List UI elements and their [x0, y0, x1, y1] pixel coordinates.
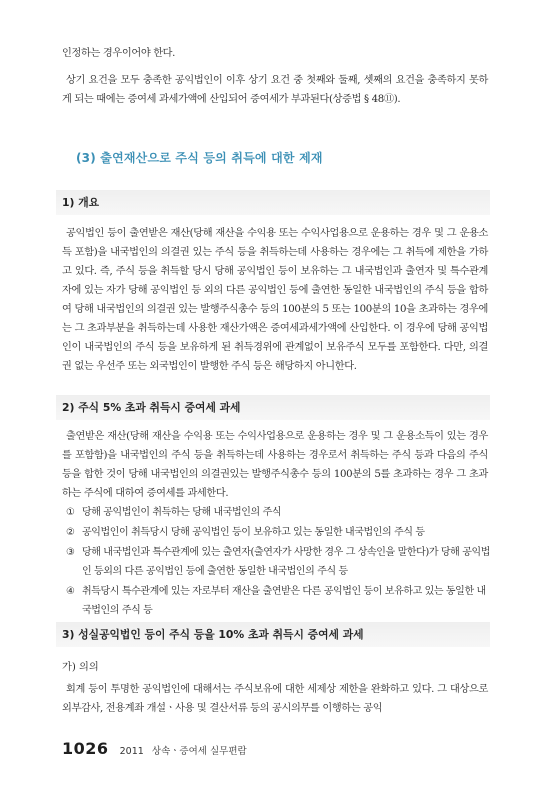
list-item-number: ③ [66, 547, 75, 558]
heading-bar-1 [56, 190, 490, 215]
heading-5-percent: 2) 주식 5% 초과 취득시 증여세 과세 [62, 401, 241, 414]
list-item [66, 503, 490, 522]
paragraph-5-percent: 출연받은 재산(당해 재산을 수익용 또는 수익사업용으로 운용하는 경우 및 그 운용소득이 있는 경우를 포함함)을 내국법인의 주식 등을 취득하는데 사용하는 경우로서 취득하는 주식 등과 다음의 주식 등을 합한 것이 당해 내국법인의 의결권있는 발행주식총수 등의 100분의 5를 초과하는 경우 그 초과하는 주식에 대하여 증여세를 과세한다. [62, 431, 488, 499]
footer-book-title: 상속ㆍ증여세 실무편람 [151, 746, 247, 757]
paragraph-overview: 공익법인 등이 출연받은 재산(당해 재산을 수익용 또는 수익사업용으로 운용하는 경우 및 그 운용소득 포함)을 내국법인의 의결권 있는 주식 등을 취득하는데 사용하는 경우에는 그 취득에 제한을 가하고 있다. 즉, 주식 등을 취득할 당시 당해 공익법인 등이 보유하는 그 내국법인과 출연자 및 특수관계자에 있는 자가 당해 공익법인 등 외의 다른 공익법인 등에 출연한 동일한 내국법인의 주식 등을 합하여 당해 내국법인의 의결권 있는 발행주식총수 등의 100분의 5 또는 100분의 10을 초과하는 경우에는 그 초과부분을 취득하는데 사용한 재산가액은 증여세과세가액에 산입한다. 이 경우에 당해 공익법인이 내국법인의 주식 등을 보유하게 된 취득경위에 관계없이 보유주식 모두를 포함한다. 다만, 의결권 없는 우선주 또는 외국법인이 발행한 주식 등은 해당하지 아니한다. [62, 228, 488, 372]
heading-overview: 1) 개요 [62, 196, 100, 209]
footer-year: 2011 [119, 746, 144, 757]
section-title: (3) 출연재산으로 주식 등의 취득에 대한 제재 [76, 151, 323, 165]
paragraph-continuation: 인정하는 경우이어야 한다. [62, 48, 176, 59]
page-footer [62, 739, 247, 758]
list-item-text: 공익법인이 취득당시 당해 공익법인 등이 보유하고 있는 동일한 내국법인의 주식 등 [82, 527, 425, 538]
subheading-meaning: 가) 의의 [62, 662, 99, 673]
list-item-number: ④ [66, 586, 75, 597]
list-item [66, 582, 490, 620]
page-number: 1026 [62, 739, 109, 758]
list-item-number: ② [66, 527, 75, 538]
list-item-text: 취득당시 특수관계에 있는 자로부터 재산을 출연받은 다른 공익법인 등이 보유하고 있는 동일한 내국법인의 주식 등 [82, 586, 486, 616]
list-item-number: ① [66, 507, 75, 518]
list-item [66, 543, 490, 581]
list-item-text: 당해 공익법인이 취득하는 당해 내국법인의 주식 [82, 507, 282, 518]
paragraph-requirements: 상기 요건을 모두 충족한 공익법인이 이후 상기 요건 중 첫째와 둘째, 셋째의 요건을 충족하지 못하게 되는 때에는 증여세 과세가액에 산입되어 증여세가 부과된다(상증법 § 48⑪). [62, 75, 488, 105]
heading-10-percent: 3) 성실공익법인 등이 주식 등을 10% 초과 취득시 증여세 과세 [62, 628, 364, 641]
list-item-text: 당해 내국법인과 특수관계에 있는 출연자(출연자가 사망한 경우 그 상속인을 말한다)가 당해 공익법인 등외의 다른 공익법인 등에 출연한 동일한 내국법인의 주식 등 [82, 547, 490, 577]
list-item [66, 523, 490, 542]
paragraph-meaning: 회계 등이 투명한 공익법인에 대해서는 주식보유에 대한 세제상 제한을 완화하고 있다. 그 대상으로 외부감사, 전용계좌 개설ㆍ사용 및 결산서류 등의 공시의무를 이행하는 공익 [62, 684, 488, 714]
